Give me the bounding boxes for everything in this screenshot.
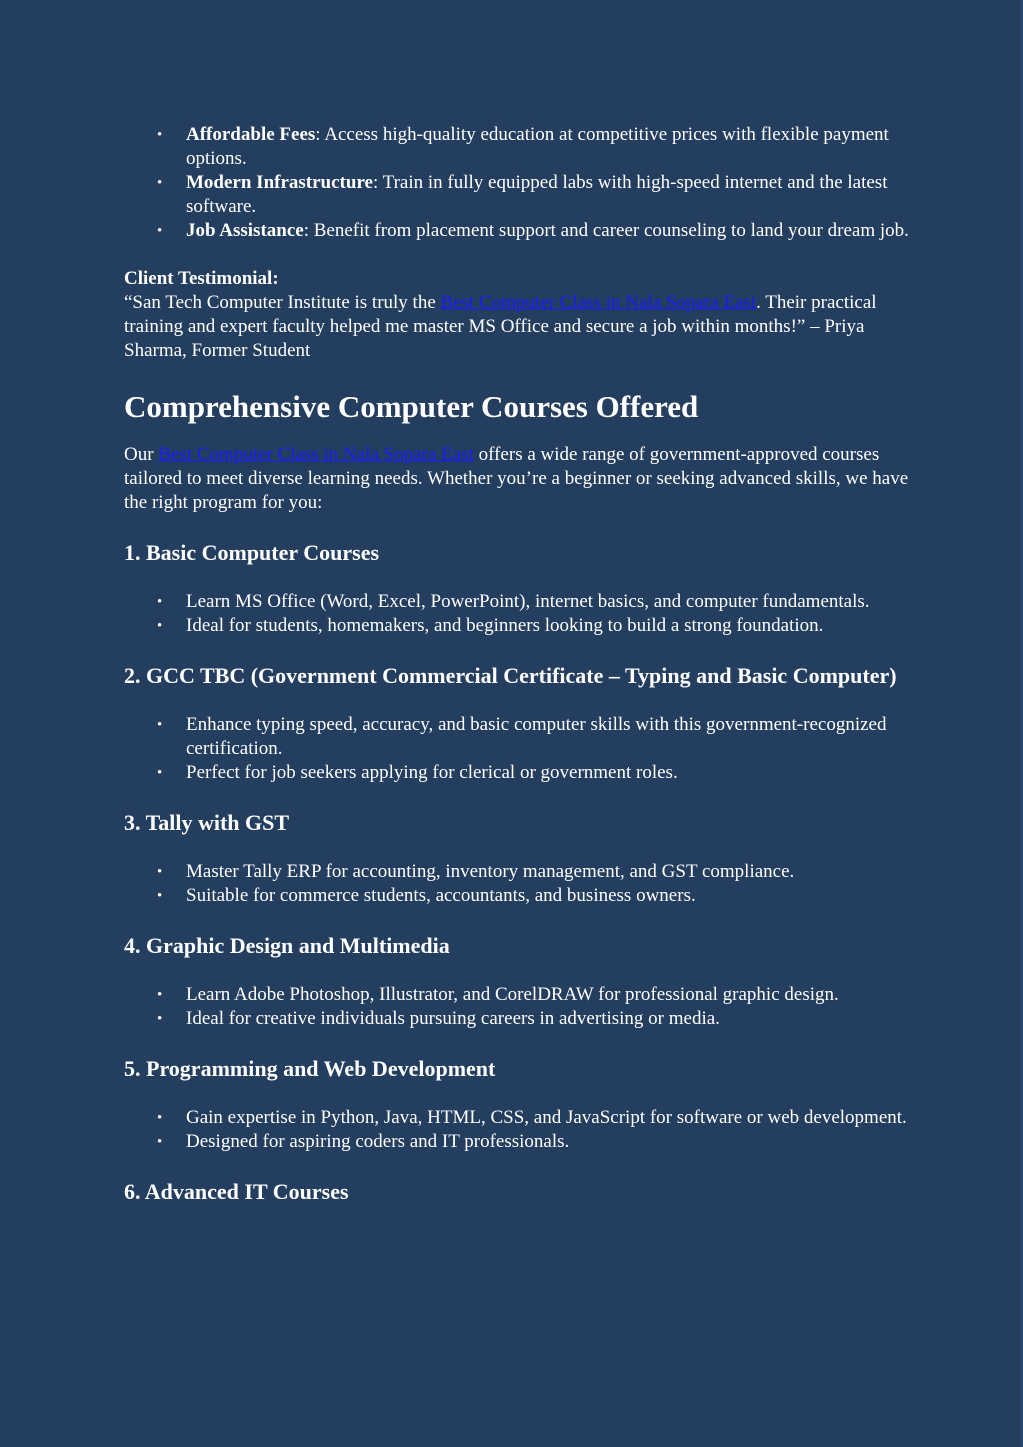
list-item-term: Affordable Fees bbox=[186, 124, 316, 145]
testimonial-link[interactable]: Best Computer Class in Nala Sopara East bbox=[440, 292, 757, 313]
section-intro bbox=[124, 443, 914, 515]
list-item-term: Modern Infrastructure bbox=[186, 172, 373, 193]
list-item bbox=[186, 219, 914, 243]
list-item-term: Job Assistance bbox=[186, 220, 304, 241]
testimonial-quote-start: “San Tech Computer Institute is truly the bbox=[124, 292, 441, 313]
list-item: • Ideal for creative individuals pursuing careers in advertising or media. bbox=[186, 1007, 914, 1031]
list-item-text: : Train in fully equipped labs with high-speed internet and the latest software. bbox=[186, 172, 888, 217]
list-item bbox=[186, 123, 914, 171]
client-testimonial bbox=[124, 267, 914, 363]
list-item: • Learn MS Office (Word, Excel, PowerPoint), internet basics, and computer fundamentals. bbox=[186, 590, 914, 614]
course-points-tally bbox=[124, 860, 914, 908]
list-item: • Enhance typing speed, accuracy, and basic computer skills with this government-recognized certification. bbox=[186, 713, 914, 761]
course-points-programming bbox=[124, 1106, 914, 1154]
course-heading-advanced-it: 6. Advanced IT Courses bbox=[124, 1179, 349, 1204]
list-item: • Gain expertise in Python, Java, HTML, CSS, and JavaScript for software or web development. bbox=[186, 1106, 914, 1130]
testimonial-heading: Client Testimonial: bbox=[124, 268, 279, 289]
list-item: • Master Tally ERP for accounting, inventory management, and GST compliance. bbox=[186, 860, 914, 884]
course-heading-tally: 3. Tally with GST bbox=[124, 810, 290, 835]
course-heading-basic: 1. Basic Computer Courses bbox=[124, 540, 380, 565]
course-points-graphic-design bbox=[124, 983, 914, 1031]
list-item: • Ideal for students, homemakers, and beginners looking to build a strong foundation. bbox=[186, 614, 914, 638]
intro-text-start: Our bbox=[124, 444, 159, 465]
list-item bbox=[186, 171, 914, 219]
list-item-text: : Access high-quality education at competitive prices with flexible payment options. bbox=[186, 124, 889, 169]
section-title: Comprehensive Computer Courses Offered bbox=[124, 389, 699, 424]
course-heading-graphic-design: 4. Graphic Design and Multimedia bbox=[124, 933, 450, 958]
course-points-basic bbox=[124, 590, 914, 638]
intro-text-end: offers a wide range of government-approved courses tailored to meet diverse learning needs. Whether you’re a beginner or seeking advanced skills, we have the right program for you: bbox=[124, 444, 909, 513]
page-content bbox=[124, 123, 914, 1205]
course-heading-gcc-tbc: 2. GCC TBC (Government Commercial Certificate – Typing and Basic Computer) bbox=[124, 663, 897, 688]
list-item: • Perfect for job seekers applying for clerical or government roles. bbox=[186, 761, 914, 785]
list-item: • Suitable for commerce students, accountants, and business owners. bbox=[186, 884, 914, 908]
intro-link[interactable]: Best Computer Class in Nala Sopara East bbox=[158, 444, 474, 465]
list-item: • Designed for aspiring coders and IT professionals. bbox=[186, 1130, 914, 1154]
list-item-text: : Benefit from placement support and career counseling to land your dream job. bbox=[303, 220, 909, 241]
testimonial-quote-end: . Their practical training and expert faculty helped me master MS Office and secure a job within months!” – Priya Sharma, Former Student bbox=[124, 292, 877, 361]
course-points-gcc-tbc bbox=[124, 713, 914, 785]
benefits-list bbox=[124, 123, 914, 243]
course-heading-programming: 5. Programming and Web Development bbox=[124, 1056, 496, 1081]
list-item: • Learn Adobe Photoshop, Illustrator, and CorelDRAW for professional graphic design. bbox=[186, 983, 914, 1007]
